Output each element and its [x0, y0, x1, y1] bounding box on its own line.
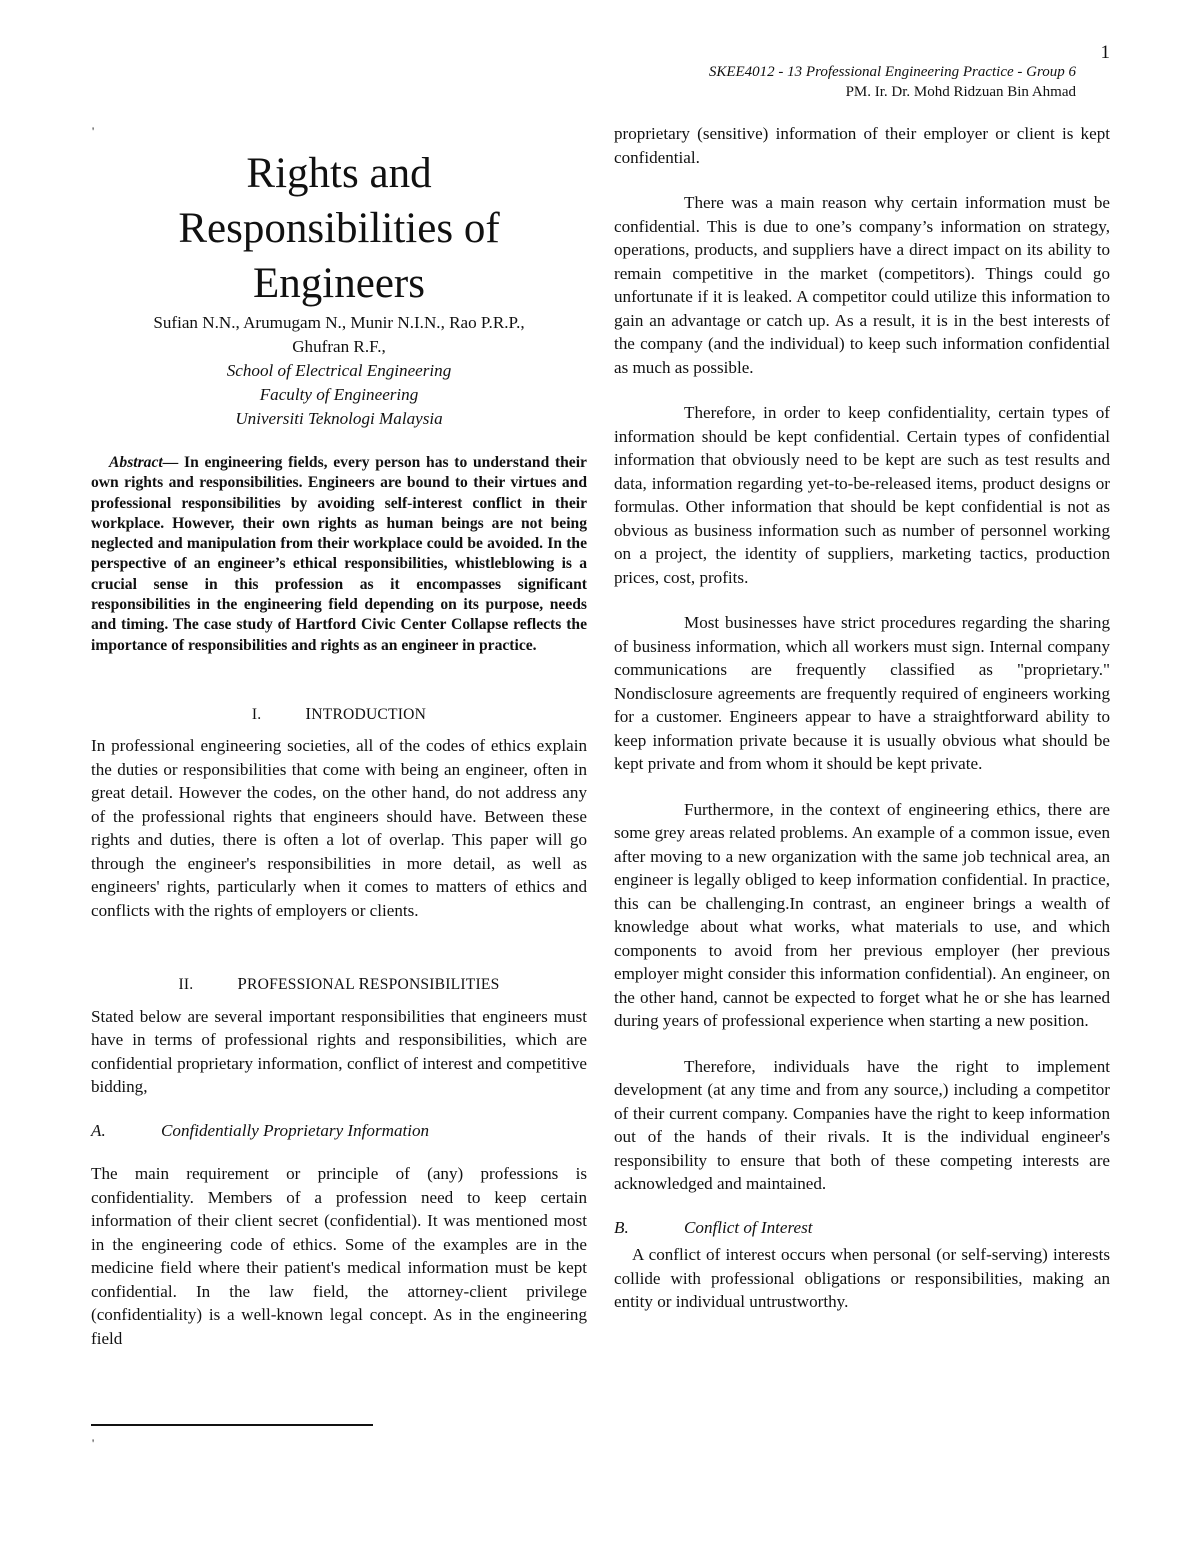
affiliation-university: Universiti Teknologi Malaysia	[235, 409, 443, 428]
title-line: Responsibilities of	[178, 205, 500, 252]
abstract-label: Abstract—	[109, 454, 179, 471]
subsection-heading-a	[91, 1119, 587, 1143]
responsibilities-paragraph: Stated below are several important responsibilities that engineers must have in terms of professional rights and responsibilities, which are confidential proprietary information, conflict of interest and competitive bidding,	[91, 1006, 587, 1097]
section-number: II.	[178, 976, 194, 994]
grey-areas-paragraph: Furthermore, in the context of engineering ethics, there are some grey areas related problems. An example of a common issue, even after moving to a new organization with the same job technical area, an engineer is legally obliged to keep information confidential. In practice, this can be challenging.In contrast, an engineer brings a wealth of knowledge about what works, what materials to use, and which components to avoid from her previous employer (her previous employer might consider this information confidential). An engineer, on the other hand, cannot be expected to forget what he or she has learned during years of professional experience when starting a new position.	[614, 799, 1110, 1030]
footnote-rule	[91, 1424, 373, 1426]
section-title-rest: ESPONSIBILITIES	[370, 976, 500, 994]
section-title-rest: NTRODUCTION	[311, 705, 427, 723]
authors-line: Sufian N.N., Arumugam N., Munir N.I.N., Rao P.R.P.,	[153, 313, 525, 332]
confidential-types-paragraph: Therefore, in order to keep confidentiality, certain types of information should be kept confidential. Certain types of confidential information that obviously need to be kept are such as test results and data, information regarding yet-to-be-released items, product designs or formulas. Other information that should be kept confidential is not as obvious as business information such as number of personnel working on a project, the identity of suppliers, marketing tactics, production prices, cost, profits.	[614, 403, 1110, 587]
affiliation-school: School of Electrical Engineering	[226, 361, 452, 380]
abstract-text: In engineering fields, every person has to understand their own rights and responsibilities. Engineers are bound to their virtues and professional responsibilities by avoiding self-interest conflict in their workplace. However, their own rights as human beings are not being neglected and manipulation from their workplace could be avoided. In the perspective of an engineer’s ethical responsibilities, whistleblowing is a crucial sense in this profession as it encompasses significant responsibilities in the engineering field depending on its purpose, needs and timing. The case study of Hartford Civic Center Collapse reflects the importance of responsibilities and rights as an engineer in practice.	[91, 454, 587, 654]
running-header-supervisor: PM. Ir. Dr. Mohd Ridzuan Bin Ahmad	[845, 84, 1076, 100]
left-column	[91, 122, 587, 1350]
title-line: Rights and	[246, 150, 432, 197]
business-procedures-paragraph: Most businesses have strict procedures regarding the sharing of business information, which all workers must sign. Internal company communications are frequently classified as "proprietary." Nondisclosure agreements are frequently required of engineers working for a customer. Engineers appear to have a straightforward ability to keep information private because it is usually obvious what should be kept private and from whom it should be kept private.	[614, 613, 1110, 773]
right-column	[614, 122, 1110, 1314]
confidentiality-reason-paragraph: There was a main reason why certain information must be confidential. This is due to one’s company’s information on strategy, operations, products, and suppliers have a direct impact on its ability to remain competitive in the market (competitors). Things could go unfortunate if it is leaked. A competitor could utilize this information to gain an advantage or catch up. As a result, it is in the best interests of the company (and the individual) to keep such information confidential as much as possible.	[614, 193, 1110, 377]
subsection-number: A.	[91, 1120, 106, 1140]
introduction-paragraph: In professional engineering societies, all of the codes of ethics explain the duties or responsibilities that come with being an engineer, often in great detail. However the codes, on the other hand, do not address any of the professional rights that engineers should have. Between these rights and duties, there is often a lot of overlap. This paper will go through the engineer's responsibilities in more detail, as well as engineers' rights, particularly when it comes to matters of ethics and conflicts with the rights of employers or clients.	[91, 736, 587, 920]
section-number: I.	[251, 705, 262, 723]
subsection-title: Confidentially Proprietary Information	[161, 1120, 430, 1140]
affiliation	[91, 359, 587, 431]
section-title-initial: I	[305, 703, 312, 723]
affiliation-faculty: Faculty of Engineering	[259, 385, 419, 404]
section-title-initial: R	[358, 974, 371, 994]
authors	[91, 311, 587, 359]
confidentiality-paragraph-continued: proprietary (sensitive) information of their employer or client is kept confidential.	[614, 124, 1110, 167]
page-number: 1	[1100, 42, 1110, 63]
section-title-rest: ROFESSIONAL	[247, 976, 359, 994]
abstract	[91, 453, 587, 656]
section-heading-introduction	[91, 702, 587, 727]
conflict-of-interest-paragraph: A conflict of interest occurs when personal (or self-serving) interests collide with professional obligations or responsibilities, making an entity or individual untrustworthy.	[614, 1245, 1110, 1311]
paper-title	[91, 146, 587, 311]
confidentiality-paragraph: The main requirement or principle of (any) professions is confidentiality. Members of a profession need to keep certain information of their client secret (confidential). It was mentioned most in the engineering code of ethics. Some of the examples are in the medicine field where their patient's medical information must be kept confidential. In the law field, the attorney-client privilege (confidentiality) is a well-known legal concept. As in the engineering field	[91, 1164, 587, 1348]
title-line: Engineers	[253, 260, 425, 307]
subsection-title: Conflict of Interest	[684, 1217, 813, 1237]
tick-mark-top: '	[92, 124, 95, 138]
running-header-course: SKEE4012 - 13 Professional Engineering Practice - Group 6	[708, 64, 1076, 80]
section-heading-professional-responsibilities	[91, 972, 587, 997]
subsection-number: B.	[614, 1217, 629, 1237]
authors-line: Ghufran R.F.,	[292, 337, 386, 356]
section-title-initial: P	[237, 974, 248, 994]
individual-rights-paragraph: Therefore, individuals have the right to implement development (at any time and from any source,) including a competitor of their current company. Companies have the right to keep information out of the hands of their rivals. It is the individual engineer's responsibility to ensure that both of these competing interests are acknowledged and maintained.	[614, 1056, 1110, 1193]
tick-mark-bottom: '	[92, 1436, 95, 1450]
subsection-heading-b	[614, 1216, 1110, 1240]
